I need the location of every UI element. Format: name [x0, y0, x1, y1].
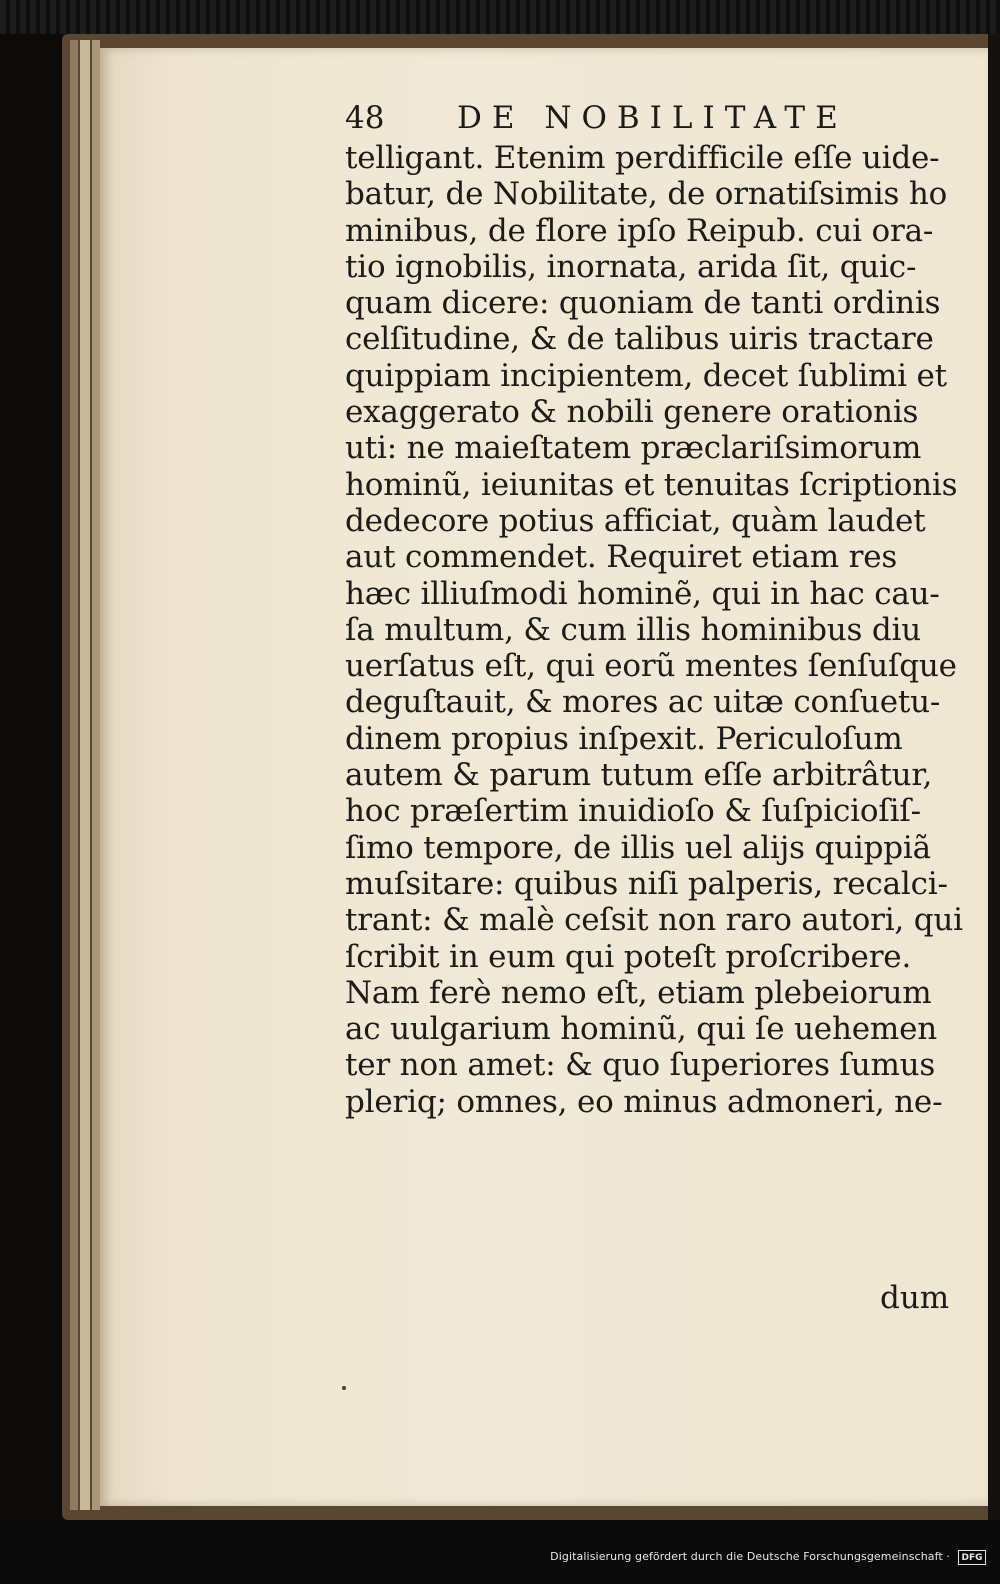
text-line: exaggerato & nobili genere orationis	[345, 394, 919, 431]
ink-speck	[342, 1386, 346, 1390]
text-line: hæc illiuſmodi hominẽ, qui in hac cau-	[345, 575, 940, 612]
text-line: pleriq; omnes, eo minus admoneri, ne-	[345, 1083, 943, 1120]
right-margin-strip	[988, 34, 1000, 1520]
text-line: ac uulgarium hominũ, qui ſe uehemen	[345, 1011, 937, 1048]
text-line: aut commendet. Requiret etiam res	[345, 539, 898, 576]
text-line: Nam ferè nemo eſt, etiam plebeiorum	[345, 974, 932, 1011]
page-edge	[92, 40, 100, 1510]
text-line: quippiam incipientem, decet ſublimi et	[345, 357, 947, 394]
page-header	[345, 98, 905, 144]
text-line: dedecore potius afficiat, quàm laudet	[345, 502, 926, 539]
text-line: ſa multum, & cum illis hominibus diu	[345, 611, 921, 648]
text-line: ſcribit in eum qui poteſt proſcribere.	[345, 938, 912, 975]
text-line: ter non amet: & quo ſuperiores ſumus	[345, 1047, 936, 1084]
text-line: minibus, de flore ipſo Reipub. cui ora-	[345, 212, 934, 249]
dfg-logo: DFG	[958, 1550, 986, 1565]
text-line: batur, de Nobilitate, de ornatiſsimis ho	[345, 176, 948, 213]
text-line: hominũ, ieiunitas et tenuitas ſcriptionis	[345, 466, 958, 503]
text-line: muſsitare: quibus niſi palperis, recalci-	[345, 865, 948, 902]
text-line: uerſatus eſt, qui eorũ mentes ſenſuſque	[345, 648, 957, 685]
text-line: uti: ne maieſtatem præclariſsimorum	[345, 430, 922, 467]
text-line: dinem propius inſpexit. Periculoſum	[345, 720, 903, 757]
page-number: 48	[345, 100, 385, 136]
page-edge	[70, 40, 78, 1510]
text-line: ſimo tempore, de illis uel alijs quippiã	[345, 829, 931, 866]
body-text	[345, 140, 985, 1120]
text-line: tio ignobilis, inornata, arida ſit, quic-	[345, 248, 917, 285]
text-line: quam dicere: quoniam de tanti ordinis	[345, 285, 941, 322]
text-line: hoc præſertim inuidioſo & ſuſpicioſiſ-	[345, 793, 921, 830]
text-line: autem & parum tutum eſſe arbitrâtur,	[345, 757, 933, 794]
digitization-credit: Digitalisierung gefördert durch die Deutsche Forschungsgemeinschaft ·	[550, 1550, 950, 1563]
text-line: trant: & malè ceſsit non raro autori, qui	[345, 902, 963, 939]
running-title: DE NOBILITATE	[457, 100, 848, 136]
catchword: dum	[880, 1280, 950, 1316]
text-line: telligant. Etenim perdifficile eſſe uide-	[345, 140, 940, 176]
text-line: celſitudine, & de talibus uiris tractare	[345, 321, 934, 358]
text-line: deguſtauit, & mores ac uitæ conſuetu-	[345, 684, 941, 721]
page-edge	[80, 40, 90, 1510]
scanner-border	[0, 0, 1000, 34]
